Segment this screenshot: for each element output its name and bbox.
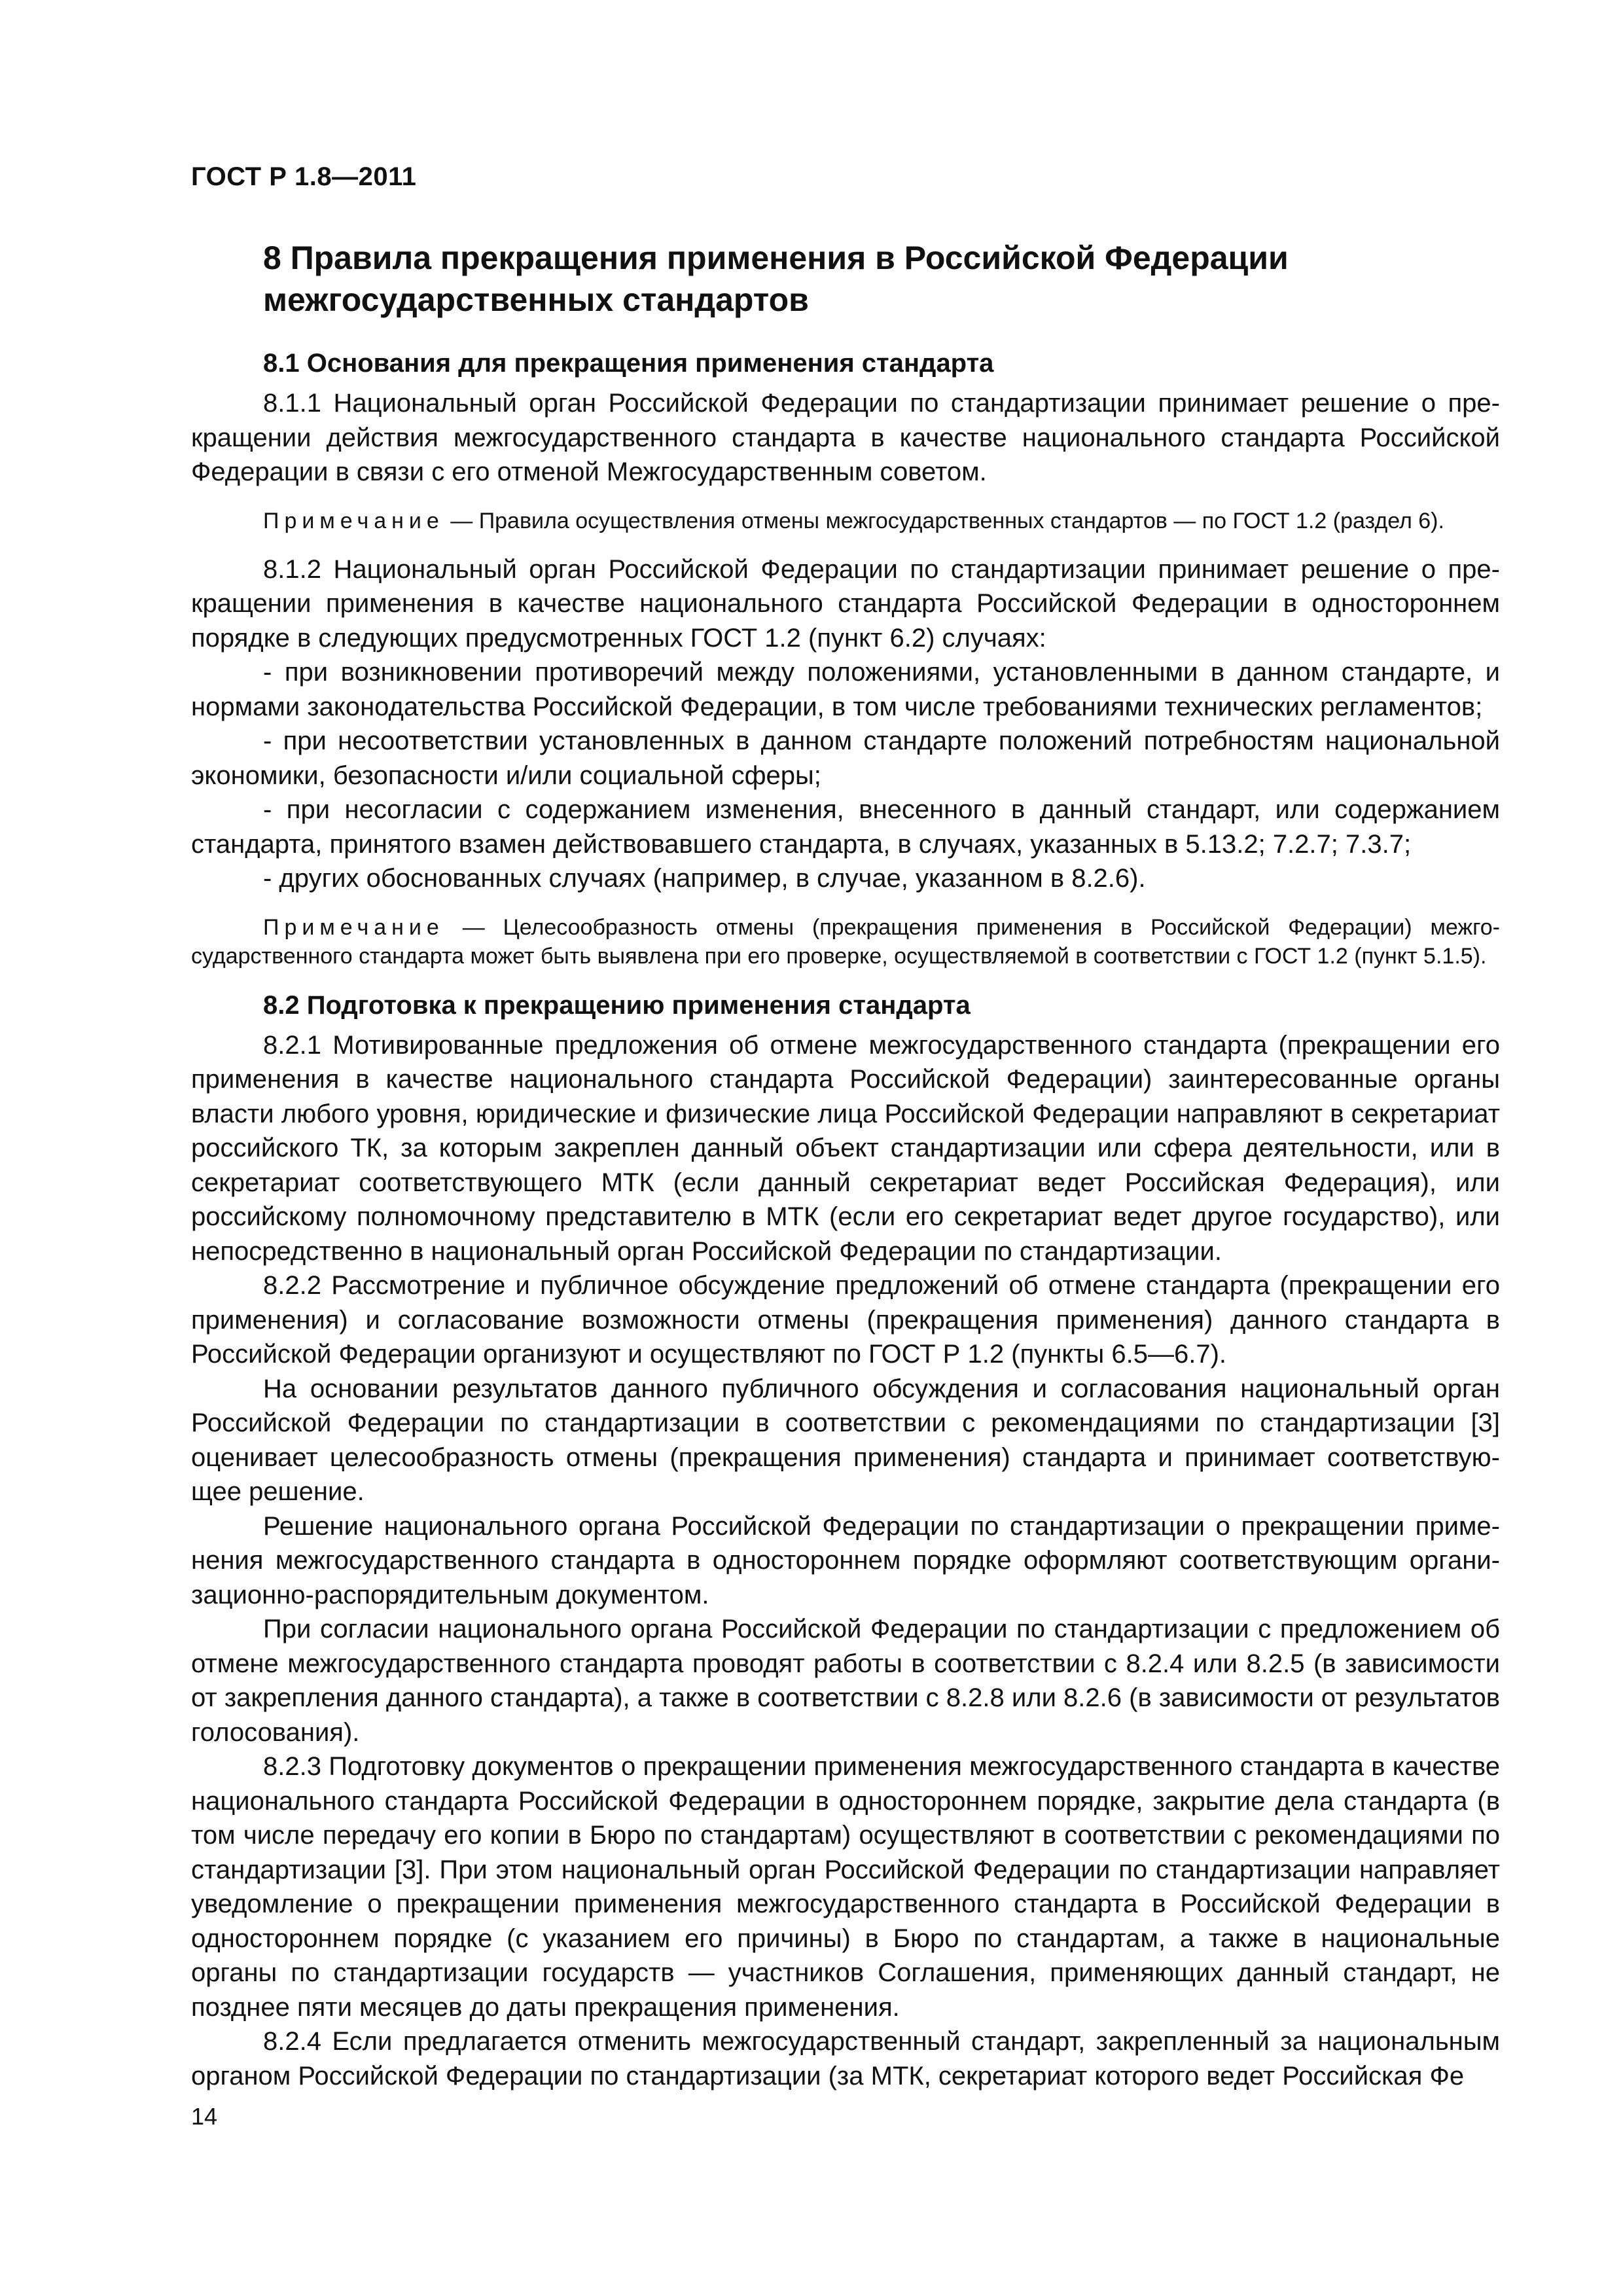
note-1-label: Примечание: [263, 508, 444, 533]
subsection-title-8-2: 8.2 Подготовка к прекращению применения стандарта: [263, 990, 971, 1020]
subsection-title-8-1: 8.1 Основания для прекращения применения стандарта: [263, 349, 994, 378]
note-2-text: — Целесообразность отмены (прекращения применения в Российской Федерации) межгосударственного стандарта может быть выявлена при его проверке, осуществляемой в соответствии с ГОСТ 1.2 (пункт 5.1.5).: [191, 914, 1500, 969]
note-2-label: Примечание: [263, 914, 444, 940]
page-body: [191, 237, 1500, 2093]
list-item-bullet-4: - других обоснованных случаях (например, в случае, указанном в 8.2.6).: [263, 864, 1146, 893]
paragraph-8-1-1: 8.1.1 Национальный орган Российской Федерации по стандартизации принимает решение о прекращении действия межгосударственного стандарта в качестве национального стандарта Российской Федерации в связи с его отменой Межгосударственным советом.: [191, 389, 1500, 486]
running-header: ГОСТ Р 1.8—2011: [191, 162, 417, 191]
list-item-bullet-3: - при несогласии с содержанием изменения, внесенного в данный стандарт, или содержанием стандарта, принятого взамен действовавшего стандарта, в случаях, указанных в 5.13.2; 7.2.7; 7.3.7;: [191, 795, 1500, 859]
note-1: [191, 507, 1500, 535]
paragraph-basis: На основании результатов данного публичного обсуждения и согласования национальный орган Российской Федерации по стандартизации в соответствии с рекомендациями по стандартизации [3] оценивает целесообразность отмены (прекращения применения) стандарта и принимает соответствующее решение.: [191, 1374, 1500, 1506]
list-item-bullet-2: - при несоответствии установленных в данном стандарте положений потребностям национальной экономики, безопасности и/или социальной сферы;: [191, 726, 1500, 790]
paragraph-decision: Решение национального органа Российской Федерации по стандартизации о прекращении применения межгосударственного стандарта в одностороннем порядке оформляют соответствующим организационно-распорядительным документом.: [191, 1511, 1500, 1609]
note-2: [191, 913, 1500, 971]
paragraph-8-2-3: 8.2.3 Подготовку документов о прекращении применения межгосударственного стандарта в качестве национального стандарта Российской Федерации в одностороннем порядке, закрытие дела стандарта (в том числе передачу его копии в Бюро по стандартам) осуществляют в соответствии с рекомендациями по стандартизации [3]. При этом национальный орган Российской Федерации по стандартизации направляет уведомление о прекращении применения межгосударственного стандарта в Российской Федерации в одностороннем порядке (с указанием его причины) в Бюро по стандартам, а также в национальные органы по стандартизации государств — участников Соглашения, применяющих данный стандарт, не позднее пяти месяцев до даты прекращения применения.: [191, 1752, 1500, 2022]
note-1-text: — Правила осуществления отмены межгосударственных стандартов — по ГОСТ 1.2 (раздел 6).: [444, 508, 1444, 533]
paragraph-agreement: При согласии национального органа Российской Федерации по стандартизации с предложением об отмене межгосударственного стандарта проводят работы в соответствии с 8.2.4 или 8.2.5 (в зависимости от закрепления данного стандарта), а также в соответствии с 8.2.8 или 8.2.6 (в зависимости от результатов голосования).: [191, 1615, 1500, 1747]
paragraph-8-2-2: 8.2.2 Рассмотрение и публичное обсуждение предложений об отмене стандарта (прекращении его применения) и согласование возможности отмены (прекращения применения) данного стандарта в Российской Федерации организуют и осуществляют по ГОСТ Р 1.2 (пункты 6.5—6.7).: [191, 1271, 1500, 1369]
section-title-line2: межгосударственных стандартов: [263, 281, 809, 318]
paragraph-8-2-1: 8.2.1 Мотивированные предложения об отмене межгосударственного стандарта (прекращении его применения в качестве национального стандарта Российской Федерации) заинтересованные органы власти любого уровня, юридические и физические лица Российской Федерации направляют в секретариат российского ТК, за которым закреплен данный объект стандартизации или сфера деятельности, или в секретариат соответствующего МТК (если данный секретариат ведет Российская Федерация), или российскому полномочному представителю в МТК (если его секретариат ведет другое государство), или непосредственно в национальный орган Российской Федерации по стандартизации.: [191, 1030, 1500, 1266]
paragraph-8-2-4: 8.2.4 Если предлагается отменить межгосударственный стандарт, закрепленный за национальным органом Российской Федерации по стандартизации (за МТК, секретариат которого ведет Российская Фе: [191, 2027, 1500, 2090]
section-title-line1: 8 Правила прекращения применения в Российской Федерации: [263, 240, 1289, 276]
section-title: [263, 237, 1500, 321]
page-number: 14: [191, 2103, 218, 2130]
paragraph-8-1-2: 8.1.2 Национальный орган Российской Федерации по стандартизации принимает решение о прекращении применения в качестве национального стандарта Российской Федерации в одностороннем порядке в следующих предусмотренных ГОСТ 1.2 (пункт 6.2) случаях:: [191, 554, 1500, 653]
list-item-bullet-1: - при возникновении противоречий между положениями, установленными в данном стандарте, и нормами законодательства Российской Федерации, в том числе требованиями технических регламентов;: [191, 658, 1500, 721]
